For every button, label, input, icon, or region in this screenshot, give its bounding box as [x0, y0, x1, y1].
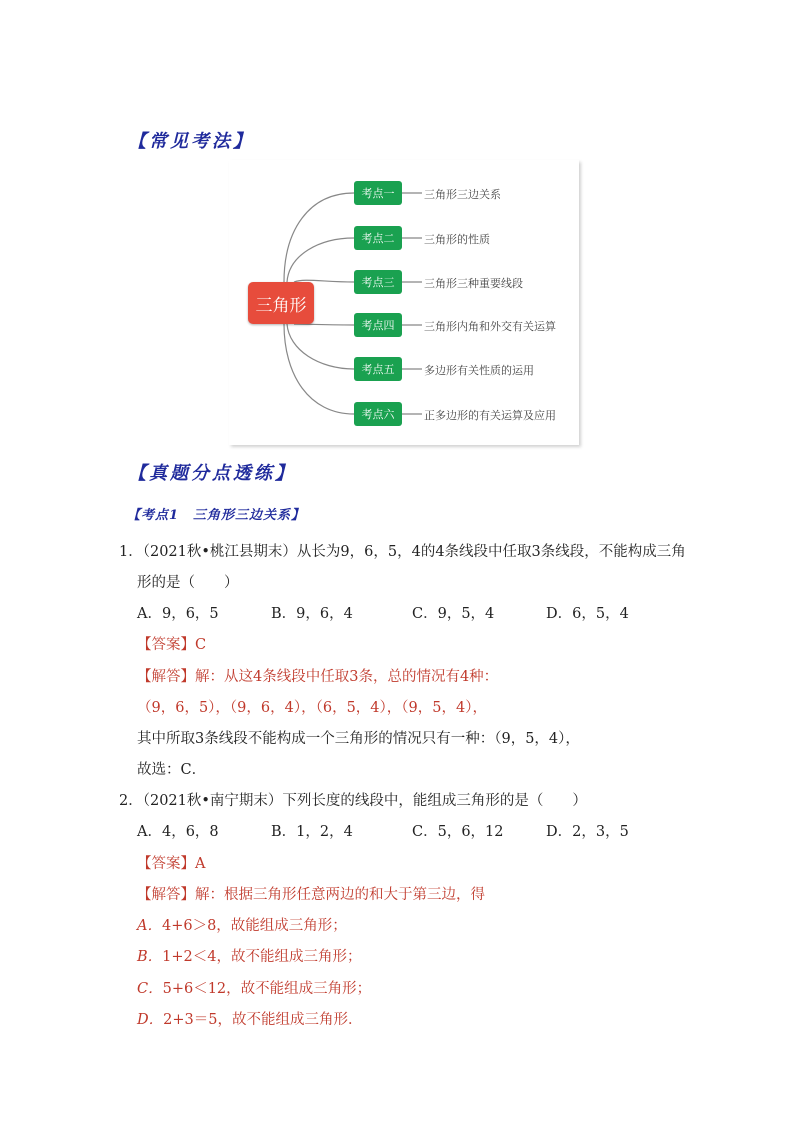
connector-2 — [287, 238, 354, 282]
mind-map-node-2: 考点二 — [354, 226, 402, 250]
step-b-text: 1+2＜4，故不能组成三角形； — [162, 949, 362, 965]
mind-map-node-6: 考点六 — [354, 402, 402, 426]
question-2-analysis: 【解答】解：根据三角形任意两边的和大于第三边，得 — [137, 887, 485, 903]
mind-map-node-5: 考点五 — [354, 357, 402, 381]
step-b-letter: B． — [137, 949, 163, 965]
question-1-solution-2: 其中所取3条线段不能构成一个三角形的情况只有一种：（9，5，4）， — [137, 731, 580, 747]
question-2-step-d — [137, 1008, 362, 1029]
mind-map-leaf-5: 多边形有关性质的运用 — [424, 364, 534, 377]
question-1-line-1: 1．（2021秋•桃江县期末）从长为9，6，5，4的4条线段中任取3条线段，不能构成三角 — [119, 544, 686, 560]
section-heading-practice: 【真题分点透练】 — [128, 463, 296, 484]
step-a-letter: A． — [137, 918, 162, 934]
connector-4 — [294, 324, 354, 325]
question-2-line-1: 2．（2021秋•南宁期末）下列长度的线段中，能组成三角形的是（ ） — [119, 793, 587, 809]
question-1-solution-3: 故选：C． — [137, 762, 207, 778]
mind-map-leaf-4: 三角形内角和外交有关运算 — [424, 320, 556, 333]
step-a-text: 4+6＞8，故能组成三角形； — [161, 918, 347, 934]
connector-1 — [284, 193, 354, 282]
mind-map-leaf-6: 正多边形的有关运算及应用 — [424, 409, 556, 422]
option-b: B．1，2，4 — [271, 824, 353, 840]
option-c: C．5，6，12 — [412, 824, 504, 840]
question-1-options — [137, 602, 629, 623]
question-1-answer: 【答案】C — [137, 637, 207, 653]
option-d: D．6，5，4 — [546, 606, 629, 622]
mind-map-node-3: 考点三 — [354, 270, 402, 294]
question-2-step-a — [137, 914, 347, 935]
mind-map-leaf-2: 三角形的性质 — [424, 233, 490, 246]
question-2-step-c — [137, 977, 371, 998]
step-c-text: 5+6＜12，故不能组成三角形； — [162, 981, 372, 997]
option-b: B．9，6，4 — [271, 606, 353, 622]
question-1-analysis: 【解答】解：从这4条线段中任取3条，总的情况有4种： — [137, 669, 499, 685]
topic-heading: 【考点1 三角形三边关系】 — [127, 508, 306, 523]
mind-map-center: 三角形 — [248, 282, 314, 324]
mind-map-leaf-3: 三角形三种重要线段 — [424, 277, 523, 290]
question-1-solution-1: （9，6，5），（9，6，4），（6，5，4），（9，5，4）， — [137, 700, 487, 716]
connector-5 — [287, 324, 354, 369]
mind-map — [229, 160, 579, 445]
question-2-step-b — [137, 945, 361, 966]
option-a: A．9，6，5 — [137, 606, 219, 622]
step-d-text: 2+3＝5，故不能组成三角形． — [163, 1012, 363, 1028]
step-d-letter: D． — [137, 1012, 164, 1028]
mind-map-node-1: 考点一 — [354, 181, 402, 205]
option-c: C．9，5，4 — [412, 606, 495, 622]
option-a: A．4，6，8 — [137, 824, 219, 840]
section-heading-common-methods: 【常见考法】 — [128, 131, 254, 152]
option-d: D．2，3，5 — [546, 824, 629, 840]
question-2-answer: 【答案】A — [137, 856, 206, 872]
mind-map-node-4: 考点四 — [354, 313, 402, 337]
step-c-letter: C． — [137, 981, 163, 997]
mind-map-leaf-1: 三角形三边关系 — [424, 188, 501, 201]
question-2-options — [137, 820, 629, 841]
question-1-line-2: 形的是（ ） — [137, 575, 239, 591]
